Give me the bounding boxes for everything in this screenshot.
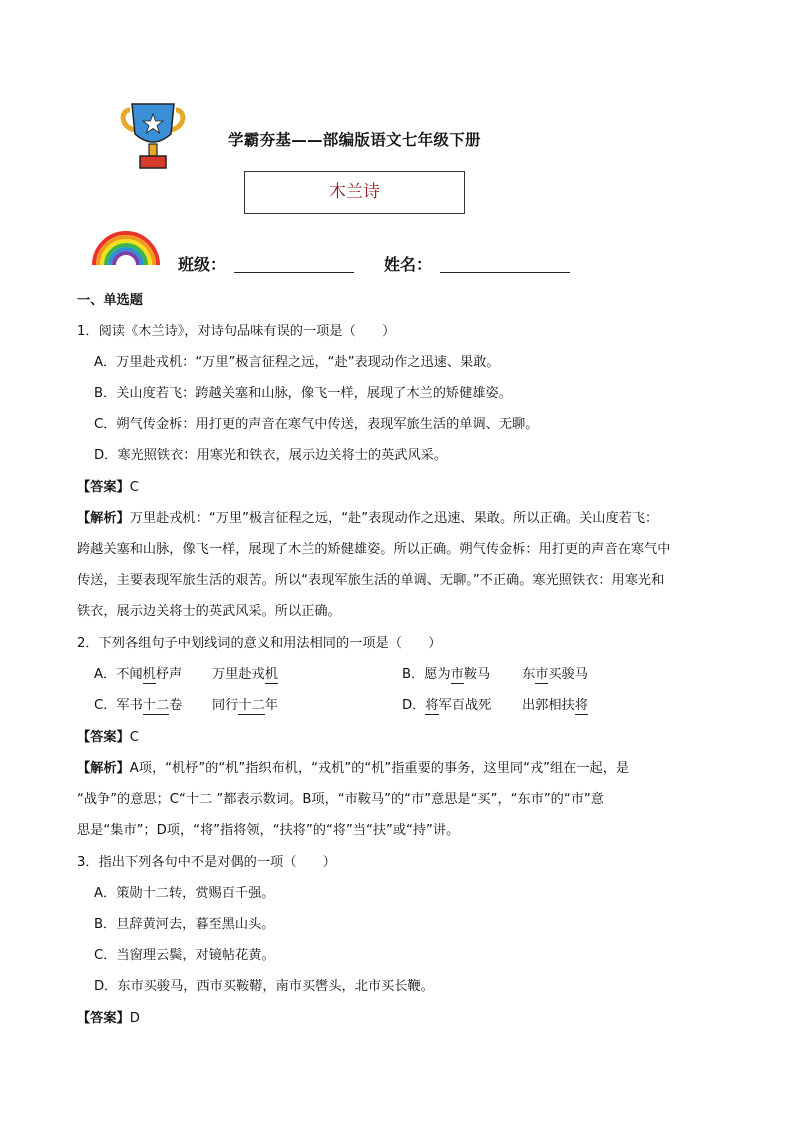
analysis-label: 【解析】 — [77, 511, 130, 526]
underlined-word: 将 — [425, 698, 439, 713]
sentence-part: 不闻 — [116, 667, 143, 682]
q1-analysis-line: 跨越关塞和山脉，像飞一样，展现了木兰的矫健雄姿。所以正确。朔气传金柝：用打更的声音在寒气中 — [77, 542, 671, 557]
sentence-part: 杼声 — [155, 667, 183, 682]
answer-label: 【答案】 — [77, 730, 130, 745]
q1-analysis-line: 铁衣，展示边关将士的英武风采。所以正确。 — [77, 604, 341, 619]
trophy-icon — [118, 100, 188, 172]
q2-option-d-second — [522, 699, 588, 712]
sentence-part: 卷 — [169, 698, 183, 713]
q1-analysis-line: 传送，主要表现军旅生活的艰苦。所以“表现军旅生活的单调、无聊。”不正确。寒光照铁衣：用寒光和 — [77, 573, 665, 588]
q2-option-b — [402, 668, 490, 681]
q3-option-b: B．旦辞黄河去，暮至黑山头。 — [94, 917, 275, 932]
q2-answer — [77, 731, 139, 744]
name-label: 姓名： — [384, 255, 433, 274]
answer-value: C — [129, 480, 139, 495]
lesson-title: 木兰诗 — [329, 182, 380, 202]
q2-option-a-second — [212, 668, 278, 681]
sentence-part: 鞍马 — [463, 667, 491, 682]
q3-option-a: A．策勋十二转，赏赐百千强。 — [94, 886, 275, 901]
q1-analysis-line — [77, 512, 658, 525]
underlined-word: 市 — [450, 667, 464, 682]
sentence-part: 买骏马 — [548, 667, 588, 682]
sentence-part: 军百战死 — [438, 698, 492, 713]
q2-option-a — [94, 668, 182, 681]
q2-option-b-second — [522, 668, 588, 681]
option-letter: C． — [94, 698, 117, 713]
sentence-part: 东 — [522, 667, 536, 682]
page-title: 学霸夯基——部编版语文七年级下册 — [228, 131, 481, 149]
option-letter: B． — [402, 667, 425, 682]
q2-option-d — [402, 699, 491, 712]
underlined-word: 机 — [142, 667, 156, 682]
option-letter: D． — [402, 698, 426, 713]
underlined-word: 十二 — [142, 698, 170, 713]
underlined-word: 将 — [574, 698, 588, 713]
rainbow-icon — [90, 227, 162, 267]
sentence-part: 万里赴戎 — [212, 667, 265, 682]
analysis-text: A项，“机杼”的“机”指织布机，“戎机”的“机”指重要的事务，这里同“戎”组在一起，是 — [129, 761, 630, 776]
underlined-word: 十二 — [238, 698, 265, 713]
subtitle-box — [244, 171, 465, 214]
class-input-line[interactable] — [234, 272, 354, 273]
q1-option-a: A．万里赴戎机：“万里”极言征程之远，“赴”表现动作之迅速、果敢。 — [94, 355, 500, 370]
q1-answer — [77, 481, 139, 494]
sentence-part: 年 — [264, 698, 278, 713]
underlined-word: 机 — [264, 667, 278, 682]
name-input-line[interactable] — [440, 272, 570, 273]
section-title: 一、单选题 — [77, 293, 143, 308]
sentence-part: 军书 — [116, 698, 143, 713]
sentence-part: 同行 — [212, 698, 239, 713]
q3-option-d: D．东市买骏马，西市买鞍鞯，南市买辔头，北市买长鞭。 — [94, 979, 434, 994]
q2-analysis-line — [77, 762, 629, 775]
q2-analysis-line: 思是“集市”；D项，“将”指将领，“扶将”的“将”当“扶”或“持”讲。 — [77, 823, 460, 838]
q3-option-c: C．当窗理云鬓，对镜帖花黄。 — [94, 948, 275, 963]
analysis-label: 【解析】 — [77, 761, 130, 776]
q2-analysis-line: “战争”的意思；C“十二 ”都表示数词。B项，“市鞍马”的“市”意思是“买”，“东市”的“市”意 — [77, 792, 604, 807]
sentence-part: 出郭相扶 — [522, 698, 575, 713]
option-letter: A． — [94, 667, 117, 682]
answer-value: C — [129, 730, 139, 745]
answer-label: 【答案】 — [77, 1011, 130, 1026]
underlined-word: 市 — [535, 667, 549, 682]
answer-value: D — [129, 1011, 140, 1026]
q2-option-c — [94, 699, 182, 712]
analysis-text: 万里赴戎机：“万里”极言征程之远，“赴”表现动作之迅速、果敢。所以正确。关山度若飞： — [129, 511, 659, 526]
q2-option-c-second — [212, 699, 278, 712]
q3-stem: 3．指出下列各句中不是对偶的一项（ ） — [77, 855, 336, 870]
q1-option-d: D．寒光照铁衣：用寒光和铁衣，展示边关将士的英武风采。 — [94, 448, 448, 463]
sentence-part: 愿为 — [424, 667, 451, 682]
answer-label: 【答案】 — [77, 480, 130, 495]
q2-stem: 2．下列各组句子中划线词的意义和用法相同的一项是（ ） — [77, 636, 442, 651]
q1-option-b: B．关山度若飞：跨越关塞和山脉，像飞一样，展现了木兰的矫健雄姿。 — [94, 386, 512, 401]
q1-option-c: C．朔气传金柝：用打更的声音在寒气中传送，表现军旅生活的单调、无聊。 — [94, 417, 539, 432]
class-label: 班级： — [178, 255, 227, 274]
q3-answer — [77, 1012, 140, 1025]
q1-stem: 1．阅读《木兰诗》，对诗句品味有误的一项是（ ） — [77, 324, 396, 339]
